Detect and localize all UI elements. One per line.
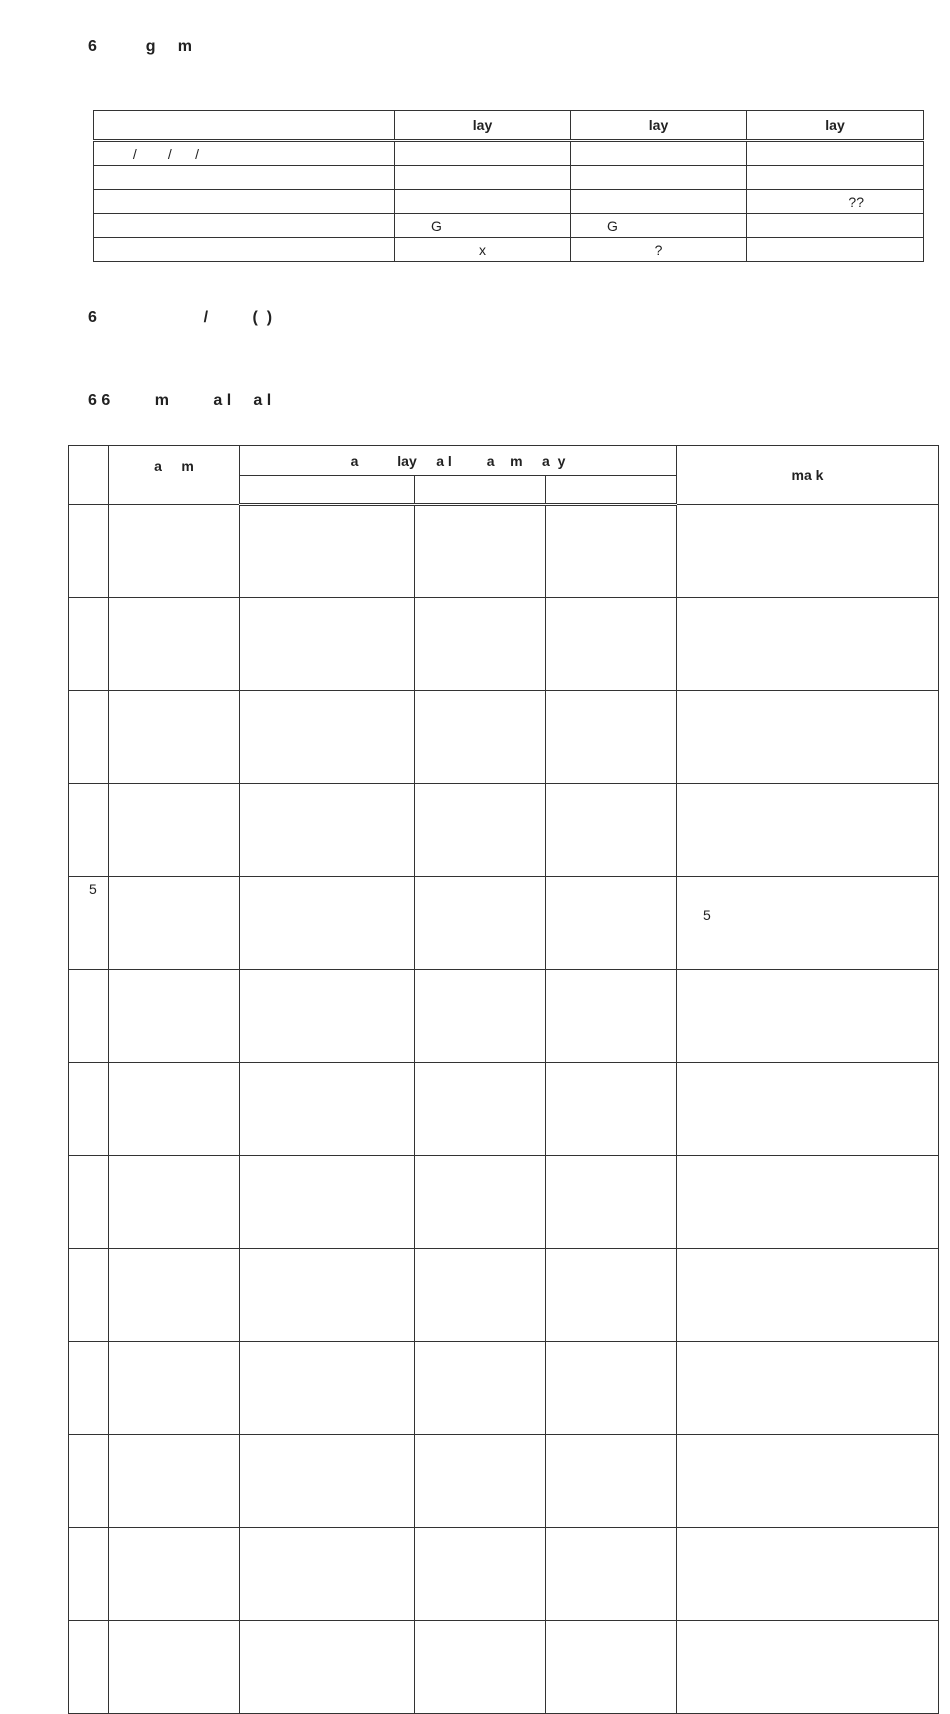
cell-col-c <box>546 598 677 691</box>
cell-col-b <box>415 1063 546 1156</box>
table1-cell <box>571 190 747 214</box>
cell-remark <box>677 505 939 598</box>
row-number <box>69 784 109 877</box>
cell-remark <box>677 598 939 691</box>
table1-cell <box>747 141 924 166</box>
section-heading-2: 6 / ( ) <box>88 309 273 326</box>
cell-col-c <box>546 1435 677 1528</box>
cell-col-b <box>415 1156 546 1249</box>
table2-header-remarks: ma k <box>677 446 939 505</box>
cell-remark <box>677 1249 939 1342</box>
row-number <box>69 1249 109 1342</box>
cell-col-a <box>240 1156 415 1249</box>
table-row <box>69 1435 939 1528</box>
table1-cell <box>571 166 747 190</box>
summary-table <box>93 110 924 262</box>
cell-col-c <box>546 691 677 784</box>
row-number <box>69 970 109 1063</box>
table2-subheader <box>415 476 546 505</box>
table-row <box>69 784 939 877</box>
row-number <box>69 1156 109 1249</box>
cell-remark <box>677 1156 939 1249</box>
cell-col-a <box>240 877 415 970</box>
table1-header-1: lay <box>395 111 571 141</box>
table1-cell <box>571 141 747 166</box>
table2-header-no <box>69 446 109 505</box>
table1-header-3: lay <box>747 111 924 141</box>
row-number <box>69 1342 109 1435</box>
table1-cell: ?? <box>747 190 924 214</box>
cell-col-a <box>240 1528 415 1621</box>
cell-col-b <box>415 877 546 970</box>
cell-name <box>109 691 240 784</box>
cell-col-a <box>240 1063 415 1156</box>
cell-name <box>109 1156 240 1249</box>
cell-col-a <box>240 598 415 691</box>
cell-col-c <box>546 1156 677 1249</box>
cell-col-b <box>415 1528 546 1621</box>
table-row <box>69 691 939 784</box>
table-row <box>94 166 924 190</box>
cell-col-b <box>415 784 546 877</box>
cell-col-b <box>415 505 546 598</box>
table-row <box>69 877 939 970</box>
cell-name <box>109 1528 240 1621</box>
table1-header-2: lay <box>571 111 747 141</box>
cell-name <box>109 1435 240 1528</box>
cell-remark: 5 <box>677 877 939 970</box>
table1-cell <box>747 166 924 190</box>
cell-col-c <box>546 1342 677 1435</box>
cell-col-a <box>240 1249 415 1342</box>
table-row <box>94 238 924 262</box>
table1-cell <box>94 238 395 262</box>
cell-col-c <box>546 877 677 970</box>
cell-col-c <box>546 1621 677 1714</box>
table2-header-group: a lay a l a m a y <box>240 446 677 476</box>
cell-remark <box>677 784 939 877</box>
section-heading-3: 6 6 m a l a l <box>88 392 272 409</box>
row-number <box>69 505 109 598</box>
cell-col-b <box>415 1342 546 1435</box>
cell-name <box>109 1063 240 1156</box>
table1-cell: G <box>395 214 571 238</box>
table1-cell: x <box>395 238 571 262</box>
table-row <box>69 1528 939 1621</box>
row-number <box>69 1063 109 1156</box>
table-row <box>69 970 939 1063</box>
table1-cell <box>94 166 395 190</box>
cell-col-a <box>240 1621 415 1714</box>
table1-cell <box>747 238 924 262</box>
detail-table <box>68 445 939 1714</box>
table2-subheader <box>240 476 415 505</box>
table-row <box>94 190 924 214</box>
table1-cell <box>747 214 924 238</box>
cell-name <box>109 877 240 970</box>
cell-col-b <box>415 598 546 691</box>
cell-name <box>109 1621 240 1714</box>
table-row <box>69 505 939 598</box>
cell-col-c <box>546 970 677 1063</box>
table1-cell <box>395 141 571 166</box>
table-row <box>69 1342 939 1435</box>
cell-name <box>109 598 240 691</box>
cell-col-c <box>546 784 677 877</box>
cell-col-a <box>240 691 415 784</box>
cell-remark <box>677 1528 939 1621</box>
cell-name <box>109 505 240 598</box>
cell-col-b <box>415 1249 546 1342</box>
table-row <box>69 598 939 691</box>
section-heading-1: 6 g m <box>88 38 193 55</box>
cell-name <box>109 1342 240 1435</box>
cell-col-c <box>546 1249 677 1342</box>
table1-cell <box>395 190 571 214</box>
cell-col-a <box>240 505 415 598</box>
row-number <box>69 691 109 784</box>
cell-remark <box>677 1435 939 1528</box>
cell-remark <box>677 1063 939 1156</box>
cell-name <box>109 1249 240 1342</box>
cell-remark <box>677 691 939 784</box>
cell-col-c <box>546 1528 677 1621</box>
cell-col-a <box>240 784 415 877</box>
cell-col-b <box>415 1435 546 1528</box>
cell-remark <box>677 1621 939 1714</box>
table-row <box>69 1156 939 1249</box>
table1-cell: ? <box>571 238 747 262</box>
row-number <box>69 1528 109 1621</box>
table1-cell <box>94 190 395 214</box>
cell-col-c <box>546 1063 677 1156</box>
table-row <box>69 1249 939 1342</box>
table1-cell: G <box>571 214 747 238</box>
table1-cell <box>395 166 571 190</box>
cell-col-b <box>415 970 546 1063</box>
cell-col-b <box>415 1621 546 1714</box>
cell-name <box>109 970 240 1063</box>
table1-cell <box>94 214 395 238</box>
row-number <box>69 1621 109 1714</box>
table-row <box>69 1621 939 1714</box>
cell-col-b <box>415 691 546 784</box>
table-row <box>69 1063 939 1156</box>
table1-header-0 <box>94 111 395 141</box>
row-number <box>69 1435 109 1528</box>
table2-header-name: a m <box>109 446 240 505</box>
cell-col-c <box>546 505 677 598</box>
cell-name <box>109 784 240 877</box>
row-number: 5 <box>69 877 109 970</box>
table-row <box>94 214 924 238</box>
row-number <box>69 598 109 691</box>
cell-col-a <box>240 1342 415 1435</box>
cell-col-a <box>240 1435 415 1528</box>
cell-col-a <box>240 970 415 1063</box>
table1-cell: / / / <box>94 141 395 166</box>
cell-remark <box>677 1342 939 1435</box>
table-row <box>94 141 924 166</box>
cell-remark <box>677 970 939 1063</box>
table2-subheader <box>546 476 677 505</box>
